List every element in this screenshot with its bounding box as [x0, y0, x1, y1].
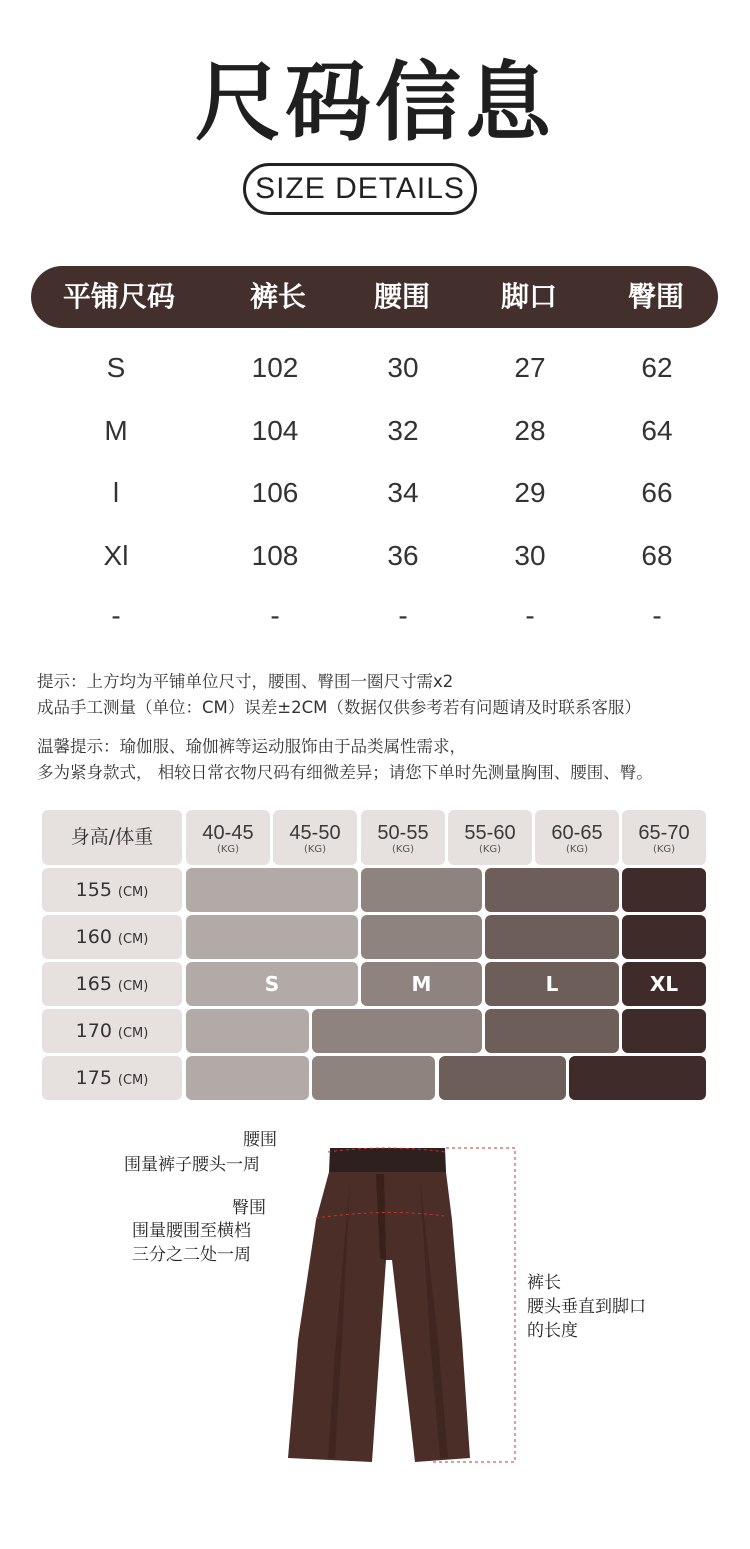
- weight-range: 50-55: [377, 822, 429, 844]
- size-band: [361, 915, 482, 959]
- length-desc-2: 的长度: [527, 1321, 578, 1341]
- hip-title: 臀围: [232, 1198, 266, 1218]
- height-value: 175: [75, 1067, 112, 1089]
- size-cell: S: [106, 352, 126, 383]
- hip-desc-1: 围量腰围至横档: [132, 1221, 251, 1241]
- size-cell: 68: [641, 540, 673, 571]
- size-band-label: S: [186, 962, 358, 1006]
- weight-range: 40-45: [202, 822, 254, 844]
- weight-header-cell: [448, 810, 532, 865]
- size-cell: 29: [514, 477, 546, 508]
- waist-title: 腰围: [243, 1130, 277, 1150]
- height-row-label: [42, 915, 182, 959]
- weight-unit: (KG): [303, 844, 327, 855]
- weight-header-cell: [361, 810, 445, 865]
- weight-header-cell: [186, 810, 270, 865]
- size-cell: Xl: [103, 540, 129, 571]
- size-cell: 102: [251, 352, 299, 383]
- size-band: [186, 868, 358, 912]
- size-cell: 30: [514, 540, 546, 571]
- size-band: [312, 1056, 435, 1100]
- weight-range: 45-50: [289, 822, 341, 844]
- size-band: [312, 1009, 482, 1053]
- height-unit: (CM): [117, 979, 149, 994]
- weight-unit: (KG): [216, 844, 240, 855]
- size-cell: 104: [251, 415, 299, 446]
- size-band: [186, 1009, 309, 1053]
- height-unit: (CM): [117, 1026, 149, 1041]
- height-unit: (CM): [117, 885, 149, 900]
- size-cell: -: [111, 600, 121, 631]
- height-row-label: [42, 1009, 182, 1053]
- height-row-label: [42, 962, 182, 1006]
- weight-unit: (KG): [391, 844, 415, 855]
- size-cell: 106: [251, 477, 299, 508]
- height-row-label: [42, 868, 182, 912]
- header-size: 平铺尺码: [62, 280, 175, 313]
- length-title: 裤长: [527, 1273, 561, 1293]
- header-waist: 腰围: [373, 280, 430, 313]
- page-subtitle: SIZE DETAILS: [243, 163, 477, 215]
- size-cell: 30: [387, 352, 419, 383]
- chart-corner-label: 身高/体重: [42, 810, 182, 865]
- size-band: [569, 1056, 706, 1100]
- size-cell: l: [112, 477, 120, 508]
- size-cell: -: [652, 600, 662, 631]
- size-cell: 36: [387, 540, 419, 571]
- size-cell: 34: [387, 477, 419, 508]
- length-desc-1: 腰头垂直到脚口: [527, 1297, 646, 1317]
- weight-header-cell: [622, 810, 706, 865]
- size-band: [439, 1056, 566, 1100]
- weight-unit: (KG): [478, 844, 502, 855]
- size-band: [622, 915, 706, 959]
- height-unit: (CM): [117, 1073, 149, 1088]
- height-unit: (CM): [117, 932, 149, 947]
- height-row-label: [42, 1056, 182, 1100]
- size-band: [186, 1056, 309, 1100]
- note-line-4: 多为紧身款式， 相较日常衣物尺码有细微差异；请您下单时先测量胸围、腰围、臀。: [37, 763, 653, 782]
- size-table-header: [31, 266, 718, 328]
- size-cell: 28: [514, 415, 546, 446]
- pants-illustration: [280, 1140, 530, 1470]
- weight-range: 65-70: [638, 822, 690, 844]
- weight-unit: (KG): [652, 844, 676, 855]
- height-value: 165: [75, 973, 112, 995]
- size-band-label: L: [485, 962, 619, 1006]
- weight-range: 55-60: [464, 822, 516, 844]
- size-cell: 27: [514, 352, 546, 383]
- note-line-1: 提示：上方均为平铺单位尺寸，腰围、臀围一圈尺寸需x2: [37, 672, 454, 691]
- size-cell: 64: [641, 415, 673, 446]
- size-band: [186, 915, 358, 959]
- page-title: 尺码信息: [195, 53, 555, 153]
- hip-desc-2: 三分之二处一周: [132, 1245, 251, 1265]
- height-value: 160: [75, 926, 112, 948]
- size-cell: 66: [641, 477, 673, 508]
- size-cell: M: [104, 415, 128, 446]
- size-band: [622, 868, 706, 912]
- header-hip: 臀围: [627, 280, 684, 313]
- size-cell: -: [525, 600, 535, 631]
- size-band-label: M: [361, 962, 482, 1006]
- note-line-3: 温馨提示：瑜伽服、瑜伽裤等运动服饰由于品类属性需求，: [37, 737, 466, 756]
- size-band: [485, 868, 619, 912]
- size-band-label: XL: [622, 962, 706, 1006]
- size-cell: 32: [387, 415, 419, 446]
- weight-range: 60-65: [551, 822, 603, 844]
- size-band: [485, 1009, 619, 1053]
- size-cell: 108: [251, 540, 299, 571]
- weight-header-cell: [535, 810, 619, 865]
- size-band: [485, 915, 619, 959]
- pants-waistband: [329, 1148, 446, 1172]
- note-line-2: 成品手工测量（单位：CM）误差±2CM（数据仅供参考若有问题请及时联系客服）: [37, 698, 641, 717]
- size-band: [361, 868, 482, 912]
- size-cell: -: [270, 600, 280, 631]
- height-value: 170: [75, 1020, 112, 1042]
- header-hem: 脚口: [500, 280, 557, 313]
- size-band: [622, 1009, 706, 1053]
- weight-unit: (KG): [565, 844, 589, 855]
- waist-desc: 围量裤子腰头一周: [124, 1155, 260, 1175]
- size-cell: 62: [641, 352, 673, 383]
- size-cell: -: [398, 600, 408, 631]
- weight-header-cell: [273, 810, 357, 865]
- header-length: 裤长: [249, 280, 306, 313]
- height-value: 155: [75, 879, 112, 901]
